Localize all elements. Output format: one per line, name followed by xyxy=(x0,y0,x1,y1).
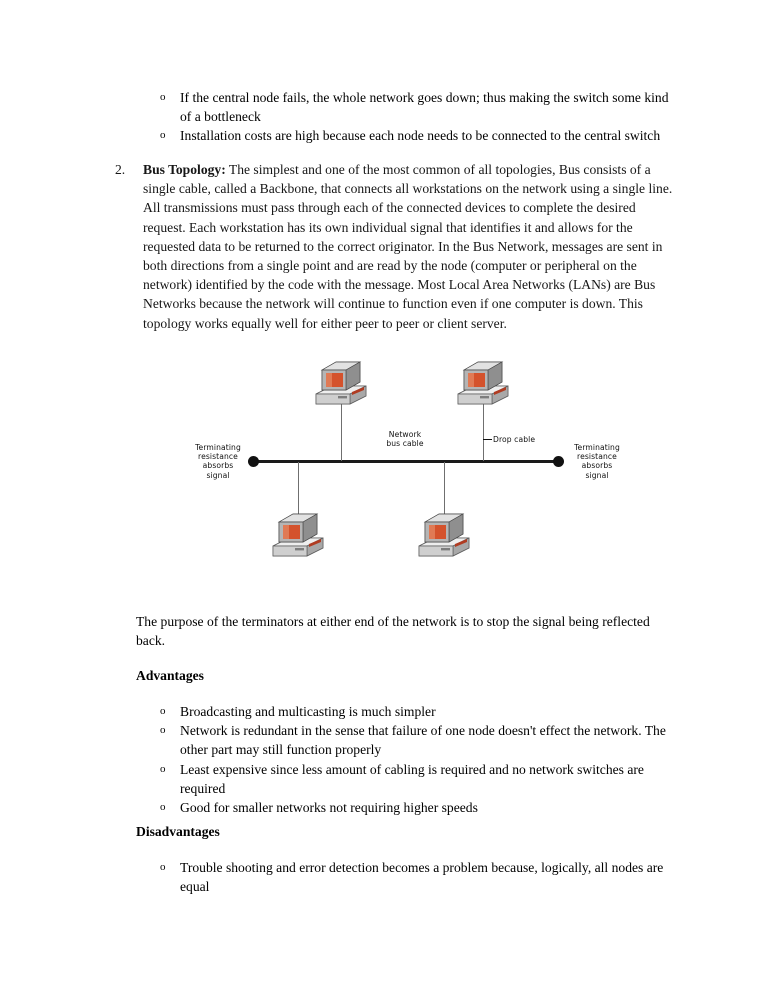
terminator-dot-right xyxy=(553,456,564,467)
list-item-text: Least expensive since less amount of cabling is required and no network switches are required xyxy=(180,761,644,796)
bullet-marker: o xyxy=(160,861,166,873)
computer-node-bottom-left xyxy=(269,508,327,562)
bullet-marker: o xyxy=(160,129,166,142)
list-item xyxy=(136,858,680,896)
network-bus-cable-label: Network bus cable xyxy=(386,430,424,449)
bus-topology-section xyxy=(115,160,680,333)
list-item xyxy=(136,798,680,817)
drop-cable-leader xyxy=(483,439,492,440)
list-item-text: Installation costs are high because each node needs to be connected to the central switch xyxy=(180,128,661,144)
star-disadvantages-list xyxy=(136,88,676,146)
terminator-dot-left xyxy=(248,456,259,467)
list-item-text: Network is redundant in the sense that failure of one node doesn't effect the network. The other part may still function properly xyxy=(180,723,666,758)
list-item xyxy=(136,702,680,721)
drop-cable-label: Drop cable xyxy=(493,435,536,444)
terminator-label-right: Terminating resistance absorbs signal xyxy=(574,443,620,480)
list-item xyxy=(136,88,676,126)
bus-topology-title: Bus Topology: xyxy=(143,162,226,177)
computer-node-top-left xyxy=(312,356,370,410)
bullet-marker: o xyxy=(160,91,166,103)
bullet-marker: o xyxy=(160,801,166,814)
list-item-text: Trouble shooting and error detection becomes a problem because, logically, all nodes are equal xyxy=(180,860,664,895)
list-item-text: Broadcasting and multicasting is much simpler xyxy=(180,704,436,719)
advantages-heading: Advantages xyxy=(136,668,204,683)
list-number: 2. xyxy=(115,162,126,177)
advantages-list xyxy=(136,702,680,817)
list-item xyxy=(136,126,676,145)
drop-cable-bottom-right xyxy=(444,462,445,514)
computer-node-bottom-right xyxy=(415,508,473,562)
list-item-text: Good for smaller networks not requiring higher speeds xyxy=(180,800,478,816)
drop-cable-bottom-left xyxy=(298,462,299,514)
list-item-text: If the central node fails, the whole network goes down; thus making the switch some kind of a bottleneck xyxy=(180,90,669,125)
terminator-note-paragraph: The purpose of the terminators at either end of the network is to stop the signal being reflected back. xyxy=(136,614,650,649)
terminator-label-left: Terminating resistance absorbs signal xyxy=(195,443,241,480)
list-item xyxy=(136,760,680,798)
numbered-list-item xyxy=(115,160,680,333)
bus-topology-body: The simplest and one of the most common of all topologies, Bus consists of a single cable, called a Backbone, that connects all workstations on the network using a single line. All transmissions must pass through each of the connected devices to complete the desired request. Each workstation has its own individual signal that identifies it and allows for the requested data to be returned to the correct originator. In the Bus Network, messages are sent in both directions from a single point and are read by the node (computer or peripheral on the network) identified by the code with the message. Most Local Area Networks (LANs) are Bus Networks because the network will continue to function even if one computer is down. This topology works equally well for either peer to peer or client server. xyxy=(143,162,673,331)
bullet-marker: o xyxy=(160,762,166,775)
disadvantages-heading: Disadvantages xyxy=(136,824,220,839)
disadvantages-list xyxy=(136,858,680,896)
bus-topology-paragraph xyxy=(143,162,672,331)
computer-node-top-right xyxy=(454,356,512,410)
list-item xyxy=(136,721,680,759)
bullet-marker: o xyxy=(160,724,166,737)
bus-topology-diagram xyxy=(190,348,630,593)
bullet-marker: o xyxy=(160,705,166,717)
